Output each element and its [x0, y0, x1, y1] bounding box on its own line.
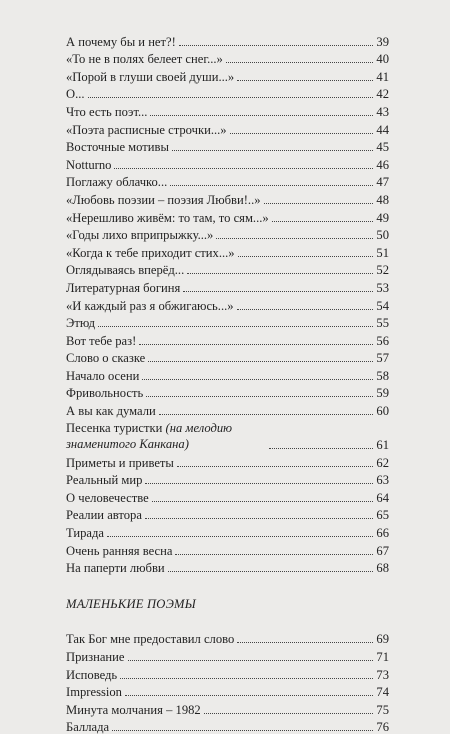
toc-entry [66, 646, 389, 664]
toc-entry-title: «То не в полях белеет снег...» [66, 52, 223, 67]
toc-entry-page: 74 [376, 685, 389, 700]
toc-entry-page: 73 [376, 667, 389, 682]
toc-entry-page: 59 [376, 386, 389, 401]
toc-dot-leader [139, 344, 373, 345]
toc-dot-leader [114, 168, 373, 169]
toc-entry-page: 40 [376, 52, 389, 67]
toc-dot-leader [148, 361, 373, 362]
toc-entry-title: Вот тебе раз! [66, 333, 137, 348]
toc-entry-page: 69 [376, 632, 389, 647]
toc-dot-leader [264, 203, 374, 204]
toc-entry [66, 487, 389, 505]
toc-entry [66, 101, 389, 119]
toc-entry-page: 67 [376, 543, 389, 558]
toc-entry-page: 51 [376, 245, 389, 260]
toc-entry [66, 242, 389, 260]
toc-entry-page: 41 [376, 69, 389, 84]
toc-entry-page: 56 [376, 333, 389, 348]
toc-entry-page: 76 [376, 720, 389, 734]
toc-entry-page: 62 [376, 455, 389, 470]
toc-dot-leader [159, 414, 374, 415]
toc-entry-page: 39 [376, 34, 389, 49]
toc-entry [66, 277, 389, 295]
toc-entry-title: Фривольность [66, 386, 144, 401]
toc-entry-title: Тирада [66, 526, 105, 541]
toc-dot-leader [183, 291, 373, 292]
toc-entry-page: 71 [376, 650, 389, 664]
toc-entry [66, 699, 389, 717]
toc-entry-page: 54 [376, 298, 389, 313]
toc-dot-leader [175, 554, 373, 555]
toc-entry [66, 31, 389, 49]
toc-entry [66, 365, 389, 383]
toc-entry-title: Поглажу облачко... [66, 175, 168, 190]
toc-entry-title: «Поэта расписные строчки...» [66, 122, 227, 137]
toc-entry [66, 629, 389, 647]
toc-entry [66, 540, 389, 558]
toc-entry [66, 119, 389, 137]
toc-entry-title: «Порой в глуши своей души...» [66, 69, 235, 84]
toc-dot-leader [88, 97, 374, 98]
toc-dot-leader [128, 660, 374, 661]
toc-entry-title: Реальный мир [66, 473, 143, 488]
toc-dot-leader [152, 501, 374, 502]
toc-entry-title: Слово о сказке [66, 351, 146, 366]
toc-entry-page: 66 [376, 526, 389, 541]
toc-dot-leader [179, 45, 374, 46]
toc-entry [66, 66, 389, 84]
toc-entry-page: 52 [376, 263, 389, 278]
toc-entry-title: О... [66, 87, 85, 102]
toc-entry [66, 400, 389, 418]
toc-entry-title: Начало осени [66, 368, 140, 383]
toc-entry-page: 75 [376, 702, 389, 717]
table-of-contents [66, 31, 389, 734]
toc-entry-title: На паперти любви [66, 561, 165, 576]
toc-entry [66, 260, 389, 278]
toc-dot-leader [168, 571, 374, 572]
toc-entry [66, 207, 389, 225]
toc-list-main-cont [66, 452, 389, 575]
toc-entry-page: 45 [376, 140, 389, 155]
toc-dot-leader [145, 483, 373, 484]
toc-entry [66, 505, 389, 523]
toc-entry-title: Так Бог мне предоставил слово [66, 632, 235, 647]
toc-entry-page: 65 [376, 508, 389, 523]
toc-entry-title: «Когда к тебе приходит стих...» [66, 245, 235, 260]
toc-entry-title: «Нерешливо живём: то там, то сям...» [66, 210, 269, 225]
toc-entry-page: 61 [376, 438, 389, 453]
toc-entry [66, 49, 389, 67]
toc-entry [66, 313, 389, 331]
toc-entry [66, 137, 389, 155]
toc-dot-leader [170, 185, 373, 186]
toc-entry-page: 49 [376, 210, 389, 225]
toc-entry-title: А почему бы и нет?! [66, 34, 176, 49]
toc-entry-title: Что есть поэт... [66, 104, 148, 119]
toc-entry-page: 57 [376, 351, 389, 366]
toc-entry-title: Литературная богиня [66, 280, 181, 295]
section-heading: МАЛЕНЬКИЕ ПОЭМЫ [66, 596, 196, 611]
toc-entry [66, 452, 389, 470]
toc-entry-page: 53 [376, 280, 389, 295]
toc-entry-title: Приметы и приветы [66, 455, 174, 470]
toc-entry-page: 60 [376, 404, 389, 419]
toc-entry-title: А вы как думали [66, 404, 156, 419]
toc-entry-title: Очень ранняя весна [66, 543, 173, 558]
toc-entry [66, 172, 389, 190]
toc-dot-leader [142, 379, 373, 380]
toc-entry-title: «И каждый раз я обжигаюсь...» [66, 298, 234, 313]
toc-entry-page: 44 [376, 122, 389, 137]
toc-dot-leader [150, 115, 373, 116]
toc-entry [66, 717, 389, 734]
toc-entry-page: 46 [376, 157, 389, 172]
toc-dot-leader [216, 238, 373, 239]
toc-entry [66, 225, 389, 243]
toc-entry-title: Восточные мотивы [66, 140, 169, 155]
toc-entry-title: Реалии автора [66, 508, 142, 523]
toc-entry-title: Исповедь [66, 667, 118, 682]
toc-entry-title: Оглядываясь вперёд... [66, 263, 185, 278]
toc-entry [66, 84, 389, 102]
toc-entry [66, 154, 389, 172]
toc-entry-page: 43 [376, 104, 389, 119]
toc-entry-page: 58 [376, 368, 389, 383]
toc-dot-leader [226, 62, 374, 63]
toc-dot-leader [98, 326, 373, 327]
toc-entry [66, 189, 389, 207]
toc-entry-page: 42 [376, 87, 389, 102]
toc-entry [66, 295, 389, 313]
toc-entry [66, 348, 389, 366]
toc-entry-page: 55 [376, 316, 389, 331]
toc-dot-leader [237, 80, 373, 81]
toc-entry-title: Notturno [66, 157, 112, 172]
toc-entry-title: Этюд [66, 316, 95, 331]
toc-entry-title: «Годы лихо вприпрыжку...» [66, 228, 214, 243]
toc-entry [66, 330, 389, 348]
toc-dot-leader [269, 448, 373, 449]
toc-entry-page: 48 [376, 192, 389, 207]
toc-entry [66, 418, 389, 452]
toc-entry-title: Баллада [66, 720, 110, 734]
toc-entry [66, 682, 389, 700]
toc-entry-title: «Любовь поэзии – поэзия Любви!..» [66, 192, 261, 207]
toc-list-poems [66, 629, 389, 734]
toc-entry-page: 50 [376, 228, 389, 243]
toc-entry-title: Признание [66, 650, 125, 664]
toc-entry-page: 64 [376, 490, 389, 505]
toc-dot-leader [177, 466, 374, 467]
toc-dot-leader [125, 695, 373, 696]
toc-entry [66, 558, 389, 576]
toc-dot-leader [107, 536, 373, 537]
toc-dot-leader [145, 518, 373, 519]
toc-entry-title-note: (на мелодию знаменитого Канкана) [66, 421, 233, 452]
toc-entry [66, 383, 389, 401]
toc-entry-title-main: Песенка туристки [66, 421, 163, 436]
toc-entry [66, 522, 389, 540]
toc-dot-leader [120, 678, 373, 679]
toc-dot-leader [272, 221, 374, 222]
toc-entry-page: 63 [376, 473, 389, 488]
toc-entry [66, 664, 389, 682]
toc-entry-title: Минута молчания – 1982 [66, 702, 201, 717]
toc-dot-leader [237, 309, 374, 310]
toc-dot-leader [230, 133, 374, 134]
toc-entry-title [66, 420, 266, 452]
toc-dot-leader [204, 713, 374, 714]
toc-entry [66, 470, 389, 488]
toc-dot-leader [237, 642, 373, 643]
toc-dot-leader [238, 256, 374, 257]
toc-entry-page: 47 [376, 175, 389, 190]
toc-dot-leader [187, 273, 373, 274]
toc-dot-leader [146, 396, 373, 397]
toc-entry-page: 68 [376, 561, 389, 576]
toc-entry-title: О человечестве [66, 490, 149, 505]
toc-list-main [66, 31, 389, 418]
toc-entry-title: Impression [66, 685, 122, 700]
toc-dot-leader [172, 150, 373, 151]
